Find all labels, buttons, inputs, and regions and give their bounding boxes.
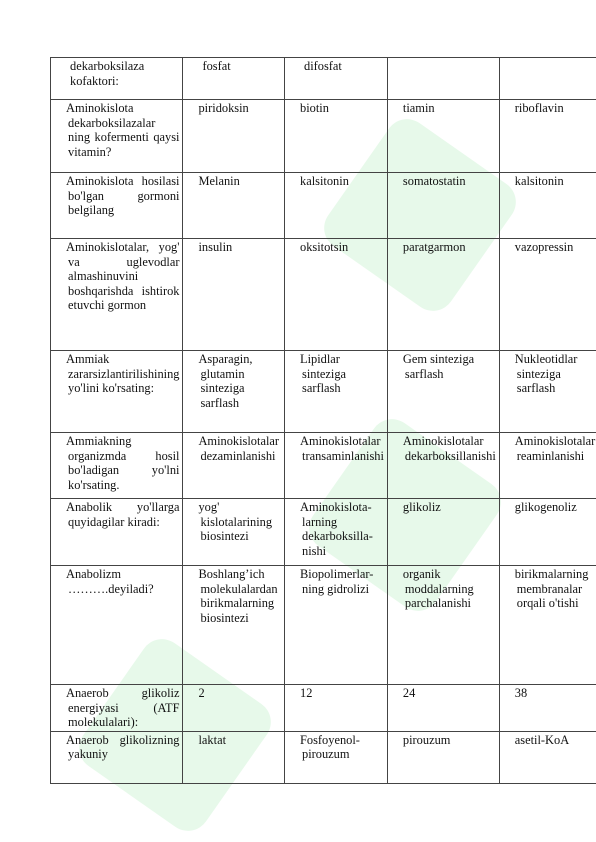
- answer-text: kalsitonin: [514, 174, 564, 188]
- answer-cell-a: [183, 173, 285, 239]
- answer-cell-a: [183, 239, 285, 351]
- answer-cell-b: [285, 499, 388, 566]
- question-marker: [54, 174, 66, 189]
- answer-text: paratgarmon: [402, 240, 466, 254]
- question-cell: [51, 499, 183, 566]
- answer-text: 38: [514, 686, 528, 700]
- answer-marker: [288, 352, 300, 367]
- answer-text: somatostatin: [402, 174, 466, 188]
- answer-text: Asparagin, glutamin sinteziga sarflash: [198, 352, 253, 410]
- answer-cell-b: [285, 731, 388, 783]
- question-cell: [51, 351, 183, 433]
- question-marker: [54, 352, 66, 367]
- question-text: Aminokislotalar, yog' va uglevodlar almashinuvini boshqarishda ishtirok etuvchi gormon: [66, 240, 180, 313]
- answer-text: organik moddalarning parchalanishi: [402, 567, 474, 611]
- answer-cell-b: [285, 173, 388, 239]
- question-text: Ammiak zararsizlantirilishining yo'lini ko'rsating:: [66, 352, 180, 396]
- answer-marker: [288, 240, 300, 255]
- answer-marker: [186, 101, 198, 116]
- question-marker: [54, 733, 66, 748]
- table-row: [51, 239, 596, 351]
- answer-text: Aminokislotalar reaminlanishi: [514, 434, 596, 463]
- answer-text: yog' kislotalarining biosintezi: [198, 500, 273, 544]
- question-marker: [54, 500, 66, 515]
- question-cell: [51, 433, 183, 499]
- answer-cell-b: [285, 566, 388, 685]
- answer-marker: [503, 101, 515, 116]
- answer-cell-b: [285, 58, 388, 100]
- answer-cell-b: [285, 433, 388, 499]
- question-cell: [51, 173, 183, 239]
- answer-marker: [391, 500, 403, 515]
- answer-marker: [186, 733, 198, 748]
- answer-text: kalsitonin: [300, 174, 349, 188]
- answer-cell-c: [387, 351, 499, 433]
- answer-marker: [288, 174, 300, 189]
- table-row: [51, 731, 596, 783]
- answer-cell-c: [387, 433, 499, 499]
- answer-cell-c: [387, 58, 499, 100]
- answer-text: birikmalarning membranalar orqali o'tishi: [514, 567, 589, 611]
- question-cell: [51, 239, 183, 351]
- question-cell: [51, 100, 183, 173]
- question-cell: [51, 685, 183, 732]
- answer-text: Nukleotidlar sinteziga sarflash: [514, 352, 578, 396]
- answer-text: fosfat: [202, 59, 231, 73]
- answer-marker: [503, 500, 515, 515]
- answer-cell-a: [183, 351, 285, 433]
- answer-cell-d: [499, 58, 596, 100]
- answer-marker: [288, 101, 300, 116]
- table-row: [51, 433, 596, 499]
- quiz-table: [50, 57, 596, 784]
- answer-text: 2: [198, 686, 205, 700]
- table-row: [51, 173, 596, 239]
- answer-text: Boshlang’ich molekulalardan birikmalarning biosintezi: [198, 567, 278, 625]
- answer-text: 12: [300, 686, 313, 700]
- answer-cell-a: [183, 433, 285, 499]
- answer-cell-a: [183, 731, 285, 783]
- question-cell: [51, 58, 183, 100]
- answer-text: tiamin: [402, 101, 435, 115]
- answer-text: 24: [402, 686, 416, 700]
- question-cell: [51, 566, 183, 685]
- answer-cell-d: [499, 351, 596, 433]
- answer-marker: [391, 686, 403, 701]
- answer-text: glikoliz: [402, 500, 441, 514]
- answer-marker: [503, 686, 515, 701]
- answer-text: Aminokislotalar transaminlanishi: [300, 434, 384, 463]
- answer-cell-d: [499, 100, 596, 173]
- answer-cell-a: [183, 566, 285, 685]
- answer-cell-a: [183, 499, 285, 566]
- answer-cell-b: [285, 685, 388, 732]
- answer-marker: [503, 352, 515, 367]
- answer-cell-d: [499, 239, 596, 351]
- answer-text: insulin: [198, 240, 233, 254]
- answer-marker: [288, 733, 300, 748]
- answer-marker: [391, 352, 403, 367]
- answer-text: oksitotsin: [300, 240, 349, 254]
- answer-marker: [503, 240, 515, 255]
- answer-marker: [186, 434, 198, 449]
- table-row: [51, 58, 596, 100]
- answer-text: biotin: [300, 101, 329, 115]
- answer-marker: [503, 733, 515, 748]
- answer-marker: [391, 101, 403, 116]
- answer-text: piridoksin: [198, 101, 249, 115]
- answer-marker: [186, 174, 198, 189]
- answer-marker: [186, 500, 198, 515]
- answer-marker: [288, 434, 300, 449]
- answer-text: laktat: [198, 732, 227, 747]
- question-cell: [51, 731, 183, 783]
- answer-marker: [186, 686, 198, 701]
- question-marker: [54, 101, 66, 116]
- answer-text: Gem sinteziga sarflash: [402, 352, 475, 381]
- answer-text: asetil-KoA: [514, 732, 570, 747]
- question-text: Anabolizm ……….deyiladi?: [66, 567, 154, 596]
- answer-cell-d: [499, 433, 596, 499]
- answer-marker: [186, 352, 198, 367]
- question-text: Anabolik yo'llarga quyidagilar kiradi:: [66, 500, 180, 529]
- answer-marker: [503, 434, 515, 449]
- answer-cell-c: [387, 731, 499, 783]
- answer-cell-d: [499, 731, 596, 783]
- answer-cell-a: [183, 58, 285, 100]
- answer-cell-d: [499, 566, 596, 685]
- table-row: [51, 351, 596, 433]
- answer-cell-c: [387, 685, 499, 732]
- answer-cell-c: [387, 566, 499, 685]
- answer-cell-c: [387, 499, 499, 566]
- question-marker: [54, 686, 66, 701]
- answer-marker: [288, 686, 300, 701]
- answer-text: Aminokislotalar dezaminlanishi: [198, 434, 280, 463]
- answer-marker: [391, 733, 403, 748]
- question-text: Anaerob glikolizning yakuniy: [66, 732, 180, 762]
- answer-cell-a: [183, 100, 285, 173]
- answer-cell-d: [499, 173, 596, 239]
- table-row: [51, 566, 596, 685]
- question-text: Ammiakning organizmda hosil bo'ladigan yo'lni ko'rsating.: [66, 434, 180, 492]
- table-row: [51, 499, 596, 566]
- answer-marker: [391, 174, 403, 189]
- answer-cell-c: [387, 100, 499, 173]
- answer-text: riboflavin: [514, 101, 564, 115]
- answer-text: Aminokislotalar dekarboksillanishi: [402, 434, 496, 463]
- answer-marker: [186, 240, 198, 255]
- question-marker: [54, 240, 66, 255]
- answer-cell-b: [285, 100, 388, 173]
- answer-text: Aminokislota-larning dekarboksilla-nishi: [300, 500, 373, 558]
- question-text: Anaerob glikoliz energiyasi (ATF molekulalari):: [66, 686, 180, 730]
- answer-marker: [503, 567, 515, 582]
- answer-text: difosfat: [304, 59, 342, 73]
- answer-cell-b: [285, 351, 388, 433]
- answer-text: vazopressin: [514, 240, 574, 254]
- question-marker: [54, 434, 66, 449]
- answer-marker: [288, 500, 300, 515]
- question-text: Aminokislota hosilasi bo'lgan gormoni belgilang: [66, 174, 180, 218]
- answer-marker: [186, 567, 198, 582]
- question-text: dekarboksilaza kofaktori:: [70, 59, 145, 88]
- answer-marker: [288, 567, 300, 582]
- answer-cell-c: [387, 173, 499, 239]
- answer-marker: [503, 174, 515, 189]
- answer-cell-c: [387, 239, 499, 351]
- answer-text: Biopolimerlar-ning gidrolizi: [300, 567, 374, 596]
- table-row: [51, 685, 596, 732]
- table-row: [51, 100, 596, 173]
- answer-marker: [391, 240, 403, 255]
- answer-text: glikogenoliz: [514, 500, 577, 514]
- answer-cell-d: [499, 499, 596, 566]
- answer-cell-d: [499, 685, 596, 732]
- answer-cell-b: [285, 239, 388, 351]
- answer-cell-a: [183, 685, 285, 732]
- answer-text: Melanin: [198, 174, 240, 188]
- answer-text: pirouzum: [402, 732, 451, 747]
- answer-marker: [391, 567, 403, 582]
- answer-text: Fosfoyenol-pirouzum: [300, 732, 360, 762]
- question-marker: [54, 567, 66, 582]
- question-text: Aminokislota dekarboksilazalar ning kofermenti qaysi vitamin?: [66, 101, 180, 159]
- answer-marker: [391, 434, 403, 449]
- answer-text: Lipidlar sinteziga sarflash: [300, 352, 347, 396]
